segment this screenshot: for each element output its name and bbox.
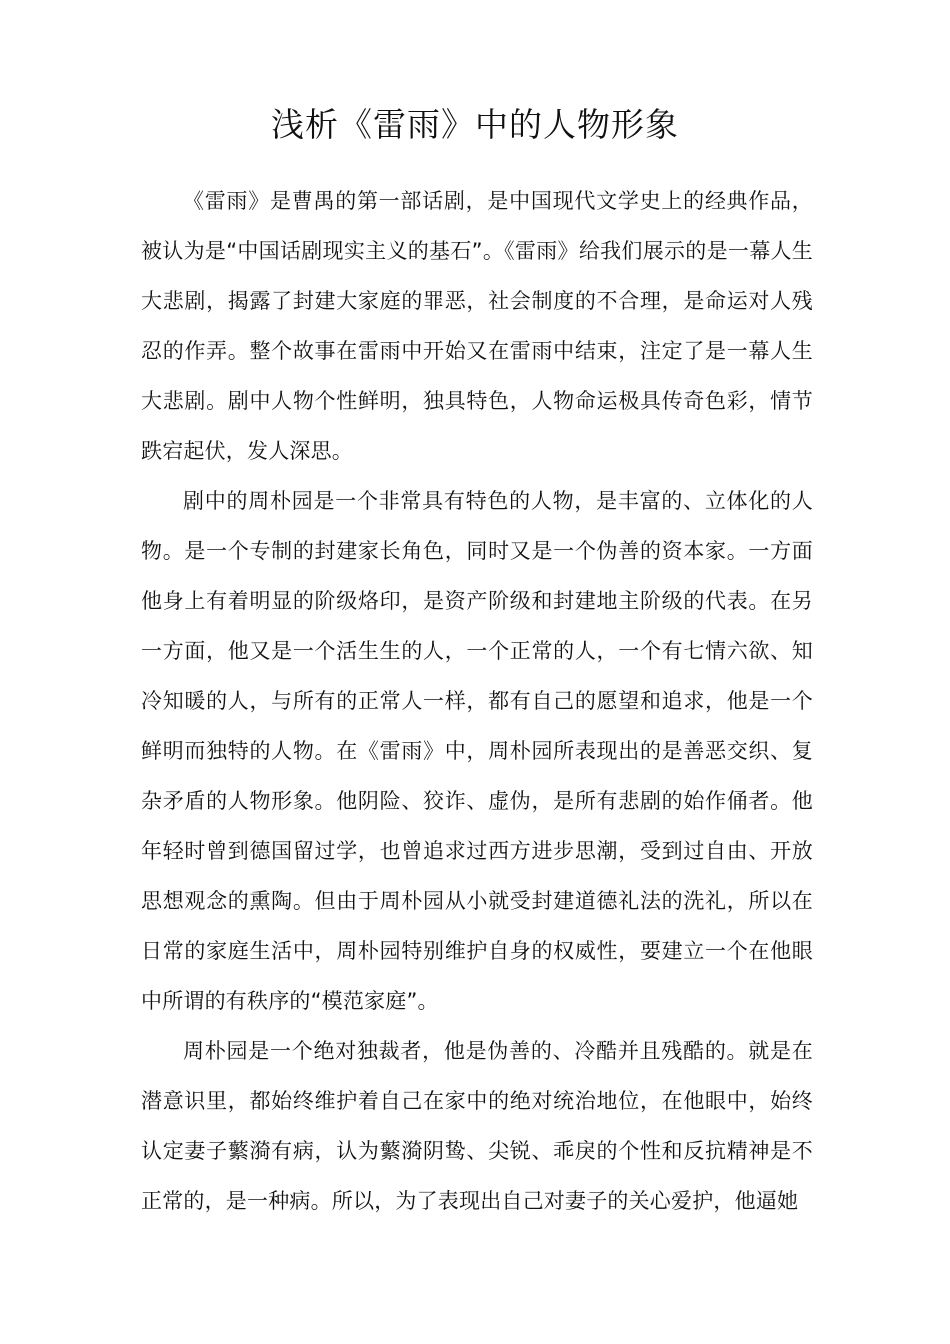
paragraph-1: 《雷雨》是曹禺的第一部话剧，是中国现代文学史上的经典作品，被认为是“中国话剧现实主义的基石”。《雷雨》给我们展示的是一幕人生大悲剧，揭露了封建大家庭的罪恶，社会制度的不合理，是命运对人残忍的作弄。整个故事在雷雨中开始又在雷雨中结束，注定了是一幕人生大悲剧。剧中人物个性鲜明，独具特色，人物命运极具传奇色彩，情节跌宕起伏，发人深思。 [141,189,813,463]
document-title: 浅析《雷雨》中的人物形象 [271,105,679,144]
paragraph-2: 剧中的周朴园是一个非常具有特色的人物，是丰富的、立体化的人物。是一个专制的封建家长角色，同时又是一个伪善的资本家。一方面他身上有着明显的阶级烙印，是资产阶级和封建地主阶级的代表。在另一方面，他又是一个活生生的人，一个正常的人，一个有七情六欲、知冷知暖的人，与所有的正常人一样，都有自己的愿望和追求，他是一个鲜明而独特的人物。在《雷雨》中，周朴园所表现出的是善恶交织、复杂矛盾的人物形象。他阴险、狡诈、虚伪，是所有悲剧的始作俑者。他年轻时曾到德国留过学，也曾追求过西方进步思潮，受到过自由、开放思想观念的熏陶。但由于周朴园从小就受封建道德礼法的洗礼，所以在日常的家庭生活中，周朴园特别维护自身的权威性，要建立一个在他眼中所谓的有秩序的“模范家庭”。 [141,489,813,1013]
paragraph-3: 周朴园是一个绝对独裁者，他是伪善的、冷酷并且残酷的。就是在潜意识里，都始终维护着自己在家中的绝对统治地位，在他眼中，始终认定妻子蘩漪有病，认为蘩漪阴鸷、尖锐、乖戾的个性和反抗精神是不正常的，是一种病。所以，为了表现出自己对妻子的关心爱护，他逼她 [141,1039,813,1213]
document-body [141,176,813,1226]
